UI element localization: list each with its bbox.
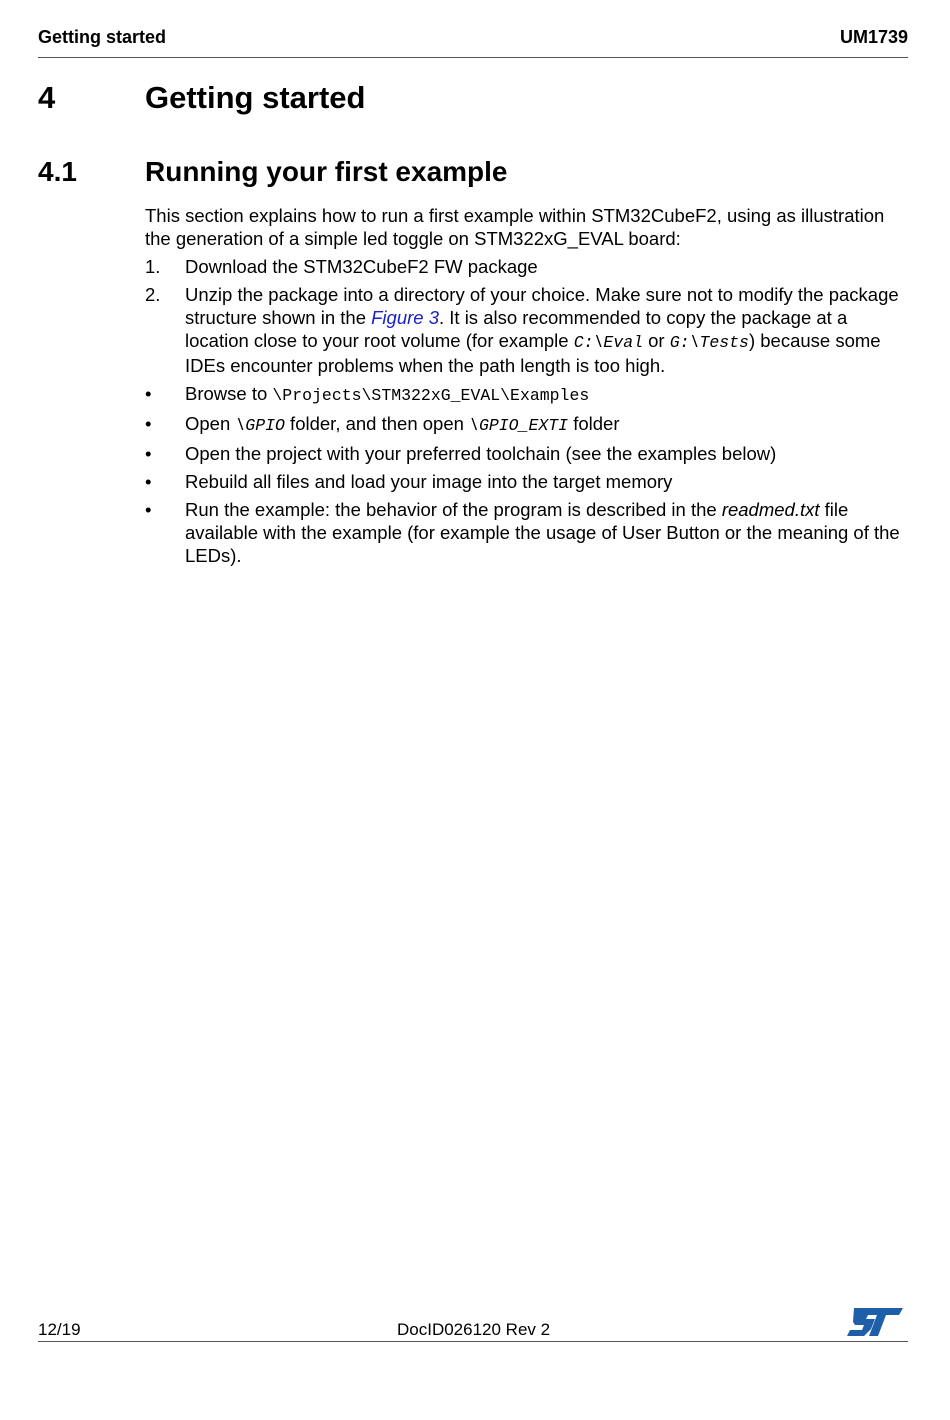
section-body [145,204,910,572]
bullet-marker: • [145,471,152,492]
bullet-text-part: Browse to [185,383,273,404]
step-text-part: Unzip the package into a directory of your choice. Make sure not to modify the package structure shown in the [185,284,899,328]
bullet-marker: • [145,413,152,434]
step-marker: 1. [145,256,161,277]
step-marker: 2. [145,284,161,305]
doc-id: DocID026120 Rev 2 [397,1320,551,1339]
bullet-text-part: folder [568,413,620,434]
step-text-part: or [643,330,670,351]
page-header [38,24,908,58]
path-eval: C:\Eval [573,333,643,352]
bullet-marker: • [145,443,152,464]
bullet-marker: • [145,383,152,404]
bullet-marker: • [145,499,152,520]
bullet-rebuild [145,470,910,493]
step-text-part: . It is also recommended to copy the package at a location close to your root volume (for example [185,307,848,351]
section-number: 4.1 [38,156,77,187]
bullet-text-part: file available with the example (for example the usage of User Button or the meaning of the LEDs). [185,499,900,566]
readme-filename: readmed.txt [721,499,820,520]
bullet-text-part: folder, and then open [284,413,470,434]
step-2 [145,283,910,377]
chapter-title: Getting started [145,80,366,115]
bullet-text-part: Open [185,413,236,434]
path-tests: G:\Tests [669,333,749,352]
gpio-path: \GPIO [235,416,285,435]
bullet-text: Rebuild all files and load your image into the target memory [185,471,673,492]
page-footer [38,1306,908,1342]
bullet-open-folder [145,412,910,437]
header-doc-code: UM1739 [839,27,908,47]
bullet-text: Open the project with your preferred toolchain (see the examples below) [185,443,777,464]
step-1 [145,255,910,278]
bullet-run-example [145,498,910,567]
section-title: Running your first example [145,156,508,187]
figure-3-link[interactable]: Figure 3 [371,307,439,328]
step-text: Download the STM32CubeF2 FW package [185,256,538,277]
header-section-title: Getting started [38,27,167,47]
bullet-browse [145,382,910,407]
st-logo-icon [846,1306,904,1338]
bullet-open-project [145,442,910,465]
chapter-number: 4 [38,80,56,115]
intro-paragraph: This section explains how to run a first example within STM32CubeF2, using as illustration the generation of a simple led toggle on STM322xG_EVAL board: [145,205,885,249]
step-text-part: ) because some IDEs encounter problems when the path length is too high. [185,330,881,376]
examples-path: \Projects\STM322xG_EVAL\Examples [272,386,590,405]
gpio-exti-path: \GPIO_EXTI [469,416,569,435]
bullet-text-part: Run the example: the behavior of the program is described in the [185,499,722,520]
page-number: 12/19 [38,1320,81,1339]
